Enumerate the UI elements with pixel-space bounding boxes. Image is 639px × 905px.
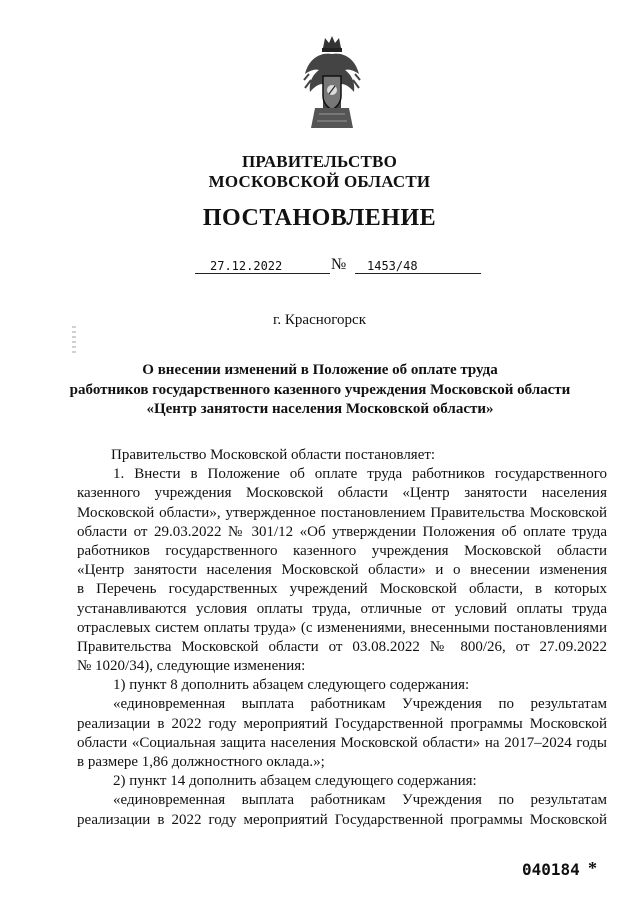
- body-line: «единовременная выплата работникам Учреждения по результатам: [113, 792, 607, 809]
- document-type: ПОСТАНОВЛЕНИЕ: [202, 205, 437, 231]
- body-line: работников государственного казенного учреждения Московской области: [77, 542, 607, 559]
- body-line: Правительство Московской области постановляет:: [111, 447, 436, 463]
- body-line: Московской области», утвержденное постановлением Правительства Московской: [77, 504, 607, 521]
- body-line: 2) пункт 14 дополнить абзацем следующего содержания:: [113, 773, 477, 790]
- body-line: устанавливаются условия оплаты труда, отличные от условий оплаты труда: [77, 600, 607, 617]
- scan-artifact: [72, 326, 76, 356]
- body-line: № 1020/34), следующие изменения:: [77, 658, 306, 675]
- body-line: в Перечень государственных учреждений Московской области, в которых: [77, 581, 607, 598]
- document-date: 27.12.2022: [195, 259, 330, 274]
- body-line: казенного учреждения Московской области «Центр занятости населения: [77, 485, 607, 502]
- government-name-line1: ПРАВИТЕЛЬСТВО: [242, 152, 397, 171]
- document-title-line1: О внесении изменений в Положение об оплате труда: [142, 362, 498, 378]
- document-title-line2: работников государственного казенного учреждения Московской области: [69, 382, 571, 398]
- city: г. Красногорск: [272, 312, 367, 328]
- body-line: 1) пункт 8 дополнить абзацем следующего содержания:: [113, 677, 470, 694]
- body-line: реализации в 2022 году мероприятий Государственной программы Московской: [77, 715, 607, 732]
- body-line: области «Социальная защита населения Московской области» на 2017–2024 годы: [77, 734, 607, 751]
- stamp-number: 040184: [522, 860, 580, 879]
- body-line: «Центр занятости населения Московской области» и о внесении изменения: [77, 562, 607, 579]
- body-line: отраслевых систем оплаты труда» (с изменениями, внесенными постановлениями: [77, 619, 607, 636]
- date-number-line: [195, 256, 485, 279]
- body-line: реализации в 2022 году мероприятий Государственной программы Московской: [77, 811, 607, 828]
- body-line: 1. Внести в Положение об оплате труда работников государственного: [113, 466, 607, 483]
- document-number: 1453/48: [355, 259, 481, 274]
- government-name-line2: МОСКОВСКОЙ ОБЛАСТИ: [208, 172, 431, 191]
- document-title-line3: «Центр занятости населения Московской области»: [146, 401, 494, 417]
- coat-of-arms-icon: [301, 34, 363, 130]
- body-line: в размере 1,86 должностного оклада.»;: [77, 754, 325, 770]
- body-line: области от 29.03.2022 № 301/12 «Об утверждении Положения об оплате труда: [77, 523, 607, 540]
- stamp-mark: *: [588, 858, 597, 878]
- document-body: [77, 446, 607, 830]
- body-line: Правительства Московской области от 03.08.2022 № 800/26, от 27.09.2022: [77, 638, 607, 655]
- body-line: «единовременная выплата работникам Учреждения по результатам: [113, 696, 607, 713]
- number-sign: №: [331, 256, 347, 273]
